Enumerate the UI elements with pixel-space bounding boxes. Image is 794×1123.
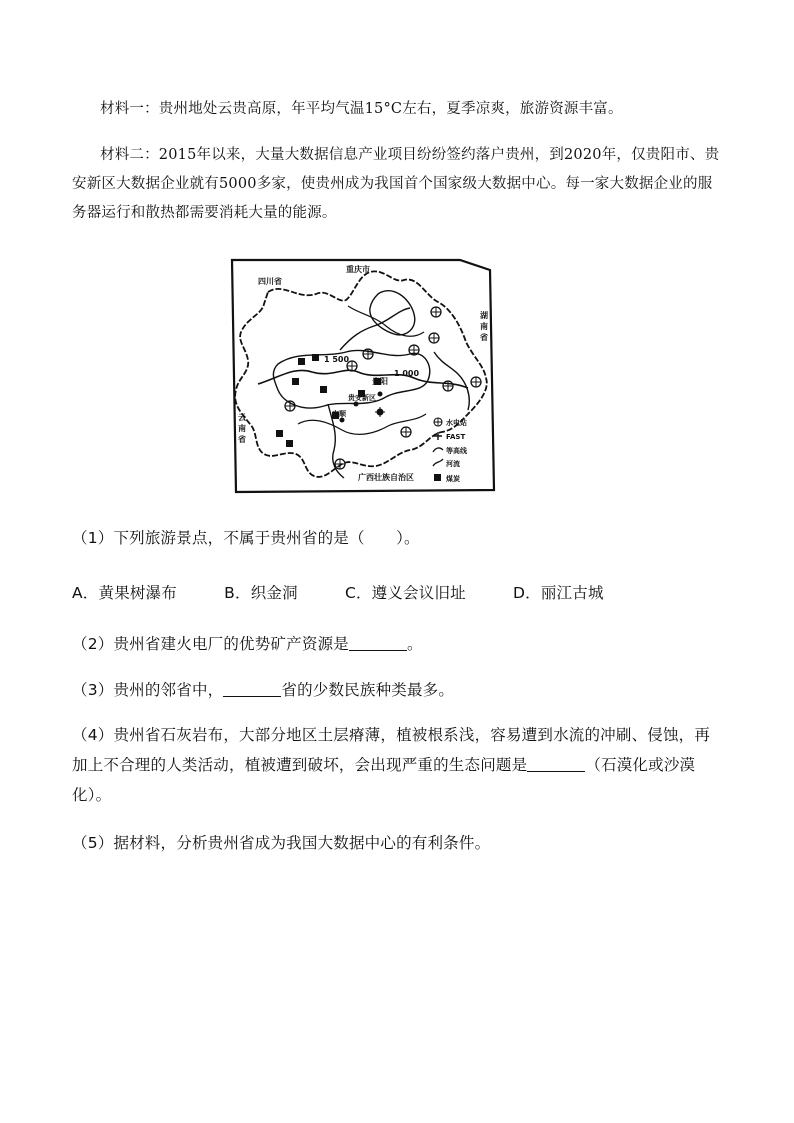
question-2 <box>72 629 724 659</box>
label-guangxi: 广西壮族自治区 <box>358 473 414 482</box>
coal-icon <box>292 378 299 385</box>
river-north <box>340 308 410 350</box>
coal-icon <box>320 386 327 393</box>
label-yunnan: 云南省 <box>238 413 246 444</box>
option-d[interactable]: D．丽江古城 <box>513 584 604 602</box>
label-contour-1000: 1 000 <box>394 369 420 378</box>
coal-icon <box>298 358 305 365</box>
label-sichuan: 四川省 <box>258 277 282 286</box>
legend-hydropower: 水电站 <box>446 419 467 427</box>
question-2-text: （2）贵州省建火电厂的优势矿产资源是 <box>72 635 349 653</box>
map-frame <box>232 260 494 492</box>
material-one: 材料一：贵州地处云贵高原，年平均气温15°C左右，夏季凉爽，旅游资源丰富。 <box>100 101 623 117</box>
question-4-tail: （石漠化或沙漠化）。 <box>72 756 696 804</box>
river-wujiang <box>258 370 468 388</box>
material-two: 材料二：2015年以来，大量大数据信息产业项目纷纷签约落户贵州，到2020年，仅贵阳市、贵安新区大数据企业就有5000多家，使贵州成为我国首个国家级大数据中心。每一家大数据企业的服务器运行和散热都需要消耗大量的能源。 <box>72 147 720 221</box>
anshun-dot <box>340 418 345 423</box>
question-3-text: （3）贵州的邻省中， <box>72 681 224 699</box>
question-1-options <box>72 578 724 608</box>
legend-fast-icon <box>434 432 442 440</box>
label-hunan: 湖南省 <box>480 311 488 342</box>
coal-icon <box>312 354 319 361</box>
option-a[interactable]: A．黄果树瀑布 <box>72 584 178 602</box>
legend-coal-icon <box>434 474 441 481</box>
guiyang-dot <box>378 392 383 397</box>
legend-coal: 煤炭 <box>446 475 460 483</box>
hydropower-stations <box>285 307 481 469</box>
question-2-tail: 。 <box>406 635 423 653</box>
coal-icon <box>276 430 283 437</box>
question-3 <box>72 675 724 705</box>
option-b[interactable]: B．织金洞 <box>224 584 298 602</box>
contour-south <box>298 414 426 434</box>
label-guiyang: 贵阳 <box>372 377 388 386</box>
legend-contour-icon <box>433 448 443 452</box>
legend-river-icon <box>433 459 443 466</box>
answer-blank[interactable] <box>349 634 407 651</box>
map-legend <box>433 418 468 483</box>
question-4-text: （4）贵州省石灰岩布，大部分地区土层瘠薄，植被根系浅，容易遭到水流的冲刷、侵蚀，再加上不合理的人类活动，植被遭到破坏，会出现严重的生态问题是 <box>72 726 711 774</box>
coal-icon <box>286 440 293 447</box>
question-5: （5）据材料，分析贵州省成为我国大数据中心的有利条件。 <box>72 834 491 852</box>
fast-icon <box>375 407 385 417</box>
river-east <box>434 352 469 410</box>
legend-contour: 等高线 <box>446 447 467 455</box>
answer-blank[interactable] <box>223 680 281 697</box>
contour-1000 <box>370 291 415 335</box>
guizhou-map <box>228 254 504 496</box>
question-4 <box>72 720 724 810</box>
answer-blank[interactable] <box>527 755 585 772</box>
label-guian: 贵安新区 <box>348 394 376 402</box>
option-c[interactable]: C．遵义会议旧址 <box>344 584 466 602</box>
legend-fast: FAST <box>446 433 466 441</box>
question-1: （1）下列旅游景点，不属于贵州省的是（ ）。 <box>72 529 420 547</box>
label-chongqing: 重庆市 <box>346 265 370 274</box>
legend-river: 河流 <box>446 460 460 468</box>
guian-dot <box>354 402 359 407</box>
label-anshun: 安顺 <box>332 410 346 418</box>
question-3-tail: 省的少数民族种类最多。 <box>281 681 455 699</box>
label-contour-1500: 1 500 <box>324 355 350 364</box>
